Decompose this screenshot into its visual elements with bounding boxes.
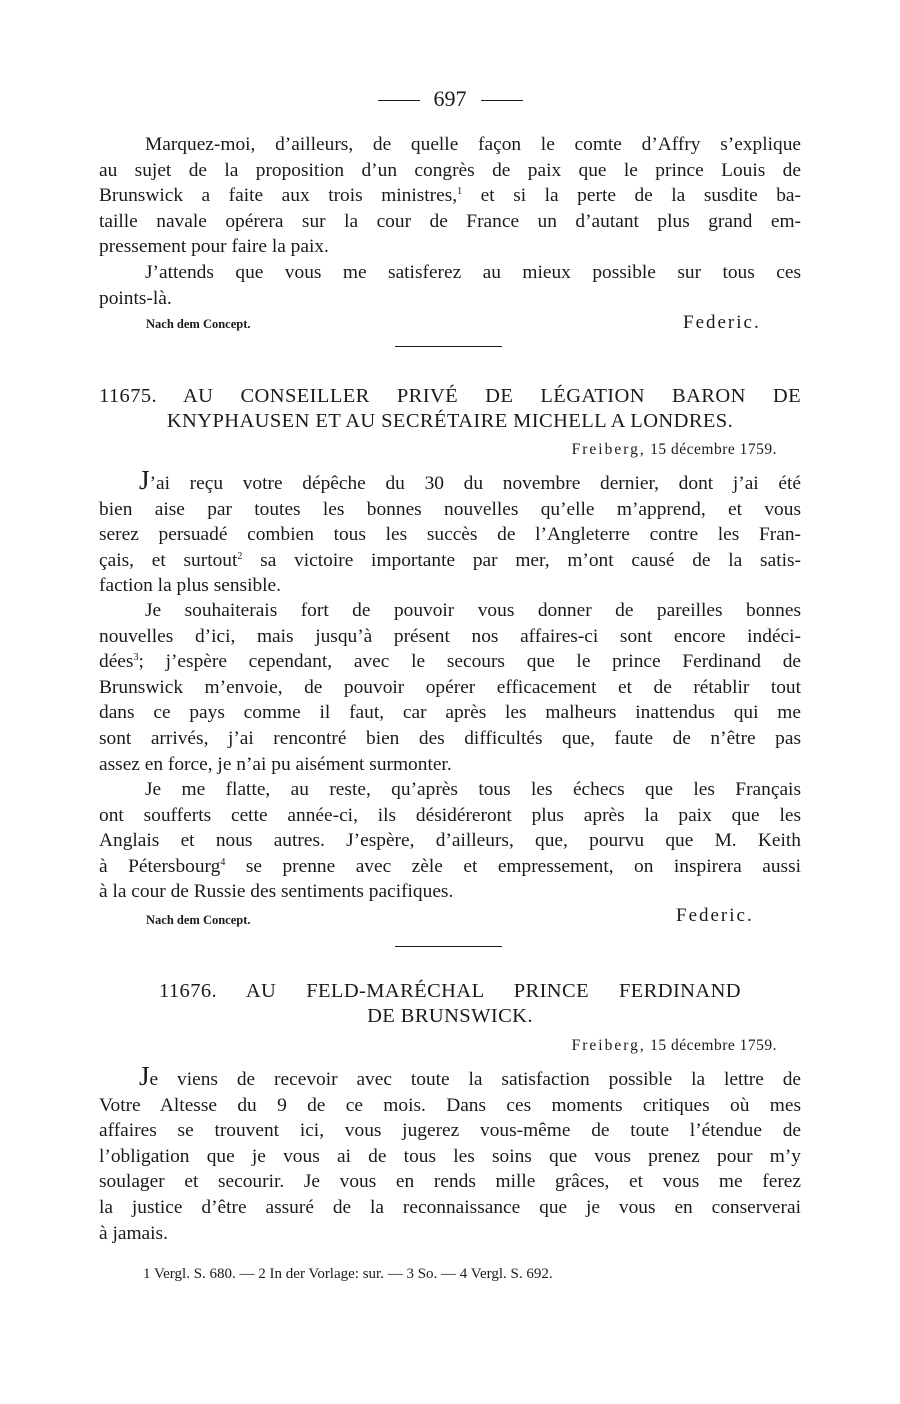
- section-divider: [395, 946, 502, 947]
- footnotes: 1 Vergl. S. 680. — 2 In der Vorlage: sur. — 3 So. — 4 Vergl. S. 692.: [143, 1266, 553, 1282]
- page-number-dash-left: [378, 100, 420, 101]
- continuation-paragraph: Marquez-moi, d’ailleurs, de quelle façon le comte d’Affry s’explique au sujet de la proposition d’un congrès de paix que le prince Louis de Brunswick a faite aux trois ministres,$^1$ et si la perte de la susdite ba- taille navale opérera sur la cour de France un d’autant plus grand em- pressement pour faire la paix.: [99, 134, 801, 258]
- letter-date: Freiberg, 15 décembre 1759.: [571, 441, 777, 458]
- source-note: Nach dem Concept.: [146, 913, 251, 927]
- letter-paragraph: J’ai reçu votre dépêche du 30 du novembre dernier, dont j’ai été bien aise par toutes les bonnes nouvelles qu’elle m’apprend, et vous serez persuadé combien tous les succès de l’Angleterre contre les Fran- çais, et surtout$^2$ sa victoire importante par mer, m’ont causé de la satis- faction la plus sensible.: [99, 465, 801, 597]
- letter-heading: 11675. AU CONSEILLER PRIVÉ DE LÉGATION BARON DE KNYPHAUSEN ET AU SECRÉTAIRE MICHELL A LONDRES.: [99, 385, 801, 432]
- closing-paragraph: J’attends que vous me satisferez au mieux possible sur tous ces points-là.: [99, 262, 801, 309]
- letter-paragraph: Je viens de recevoir avec toute la satisfaction possible la lettre de Votre Altesse du 9 de ce mois. Dans ces moments critiques où mes affaires se trouvent ici, vous jugerez vous-même de toute l’étendue de l’obligation que je vous ai de tous les soins que vous prenez pour m’y soulager et secourir. Je vous en rends mille grâces, et vous me ferez la justice d’être assuré de la reconnaissance que je vous en conserverai à jamais.: [99, 1061, 801, 1244]
- letter-paragraph: Je me flatte, au reste, qu’après tous les échecs que les Français ont soufferts cette année-ci, ils désidéreront plus après la paix que les Anglais et nous autres. J’espère, d’ailleurs, que, pourvu que M. Keith à Pétersbourg$^4$ se prenne avec zèle et empressement, on inspirera aussi à la cour de Russie des sentiments pacifiques.: [99, 779, 802, 903]
- page-number-dash-right: [481, 100, 523, 101]
- letter-date: Freiberg, 15 décembre 1759.: [571, 1037, 777, 1054]
- letter-heading: 11676. AU FELD-MARÉCHAL PRINCE FERDINAND DE BRUNSWICK.: [159, 980, 741, 1027]
- section-divider: [395, 346, 502, 347]
- source-note: Nach dem Concept.: [146, 317, 251, 331]
- signature: Federic.: [683, 312, 761, 333]
- page-number: 697: [99, 86, 801, 112]
- letter-paragraph: Je souhaiterais fort de pouvoir vous donner de pareilles bonnes nouvelles d’ici, mais jusqu’à présent nos affaires-ci sont encore indéci- dées$^3$; j’espère cependant, avec le secours que le prince Ferdinand de Brunswick m’envoie, de pouvoir opérer efficacement et de rétablir tout dans ce pays comme il faut, car après les malheurs inattendus qui me sont arrivés, j’ai rencontré bien des difficultés que, faute de n’être pas assez en force, je n’ai pu aisément surmonter.: [99, 600, 801, 775]
- signature: Federic.: [676, 905, 754, 926]
